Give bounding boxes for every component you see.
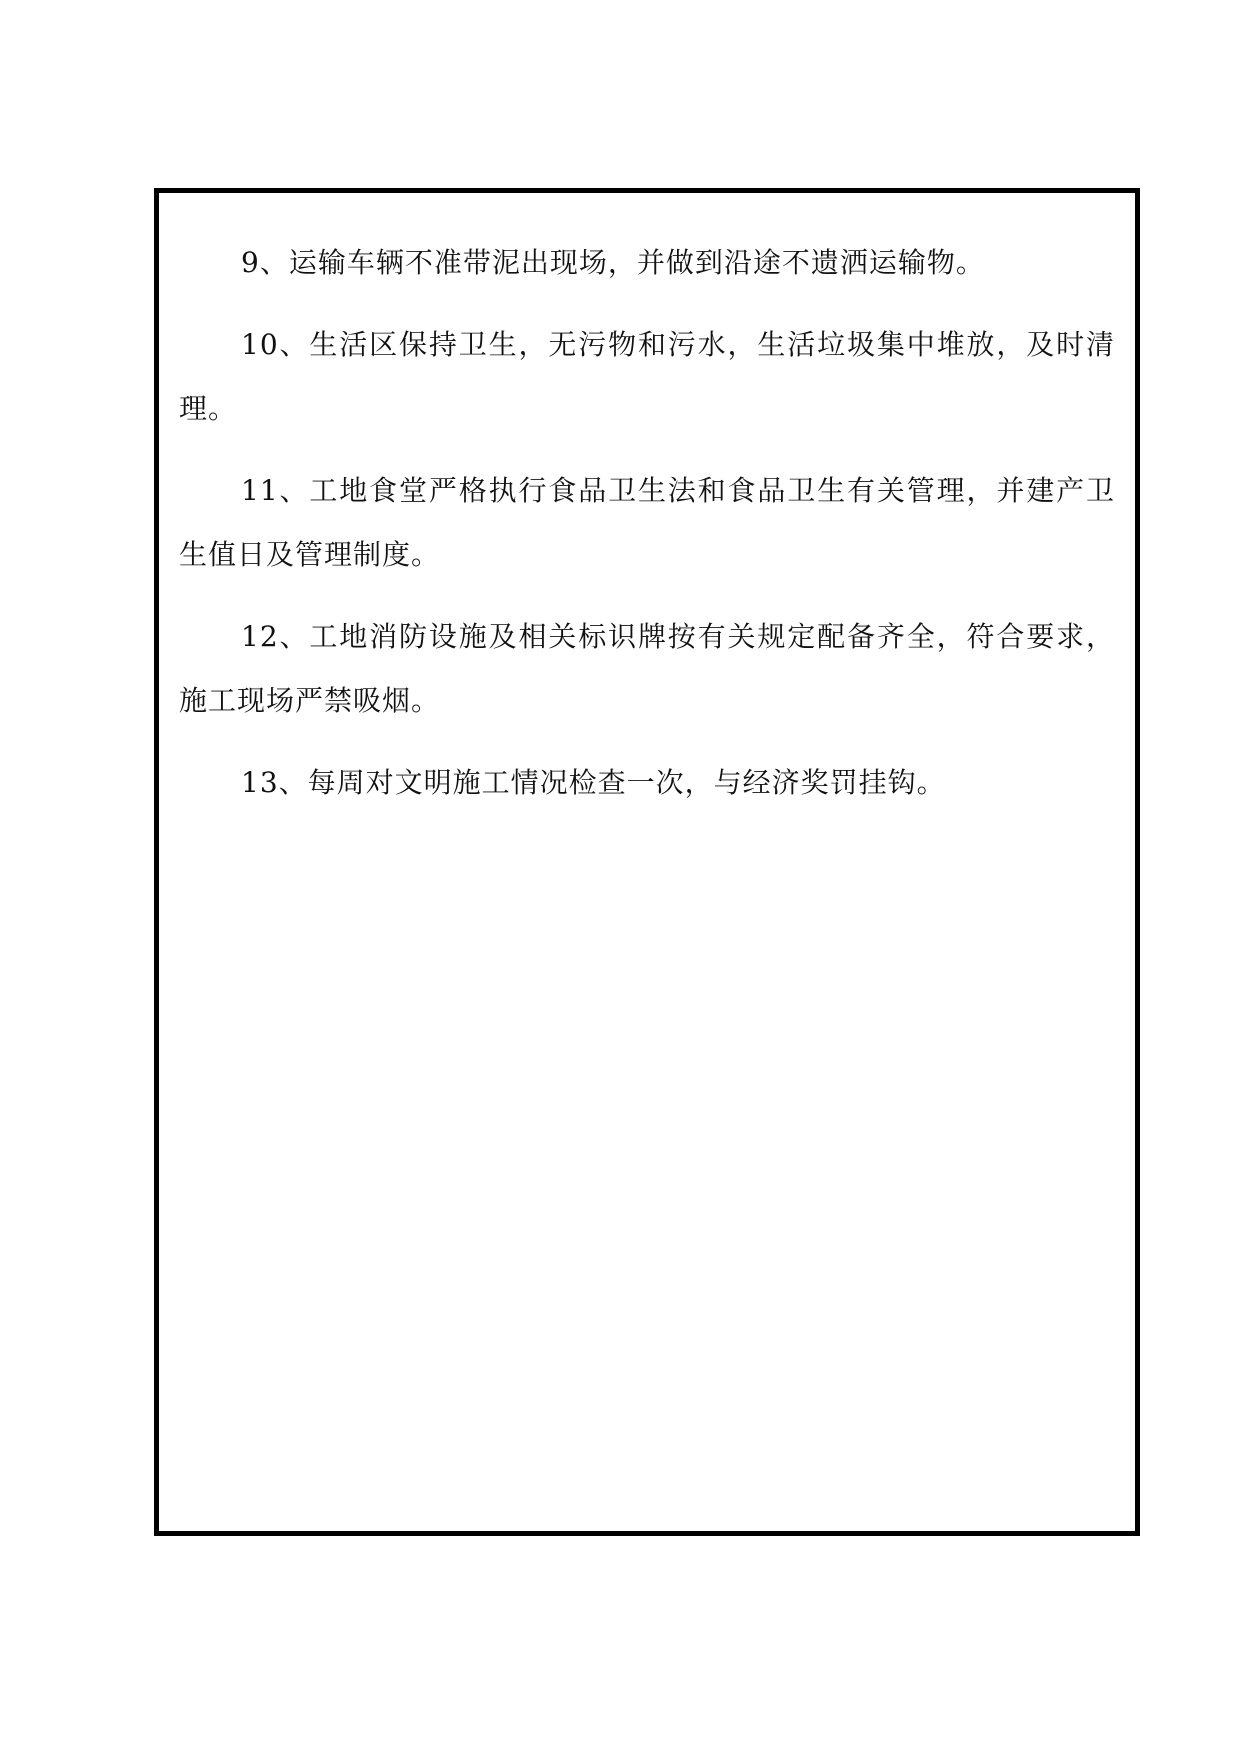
document-frame (154, 188, 1140, 1536)
document-body (179, 231, 1115, 833)
paragraph-item-12: 12、工地消防设施及相关标识牌按有关规定配备齐全，符合要求，施工现场严禁吸烟。 (179, 620, 1115, 717)
paragraph-item-10: 10、生活区保持卫生，无污物和污水，生活垃圾集中堆放，及时清理。 (179, 328, 1115, 425)
paragraph-item-13: 13、每周对文明施工情况检查一次，与经济奖罚挂钩。 (241, 766, 946, 799)
paragraph-item-11: 11、工地食堂严格执行食品卫生法和食品卫生有关管理，并建产卫生值日及管理制度。 (179, 474, 1115, 571)
paragraph-item-9: 9、运输车辆不准带泥出现场，并做到沿途不遗洒运输物。 (241, 246, 985, 279)
